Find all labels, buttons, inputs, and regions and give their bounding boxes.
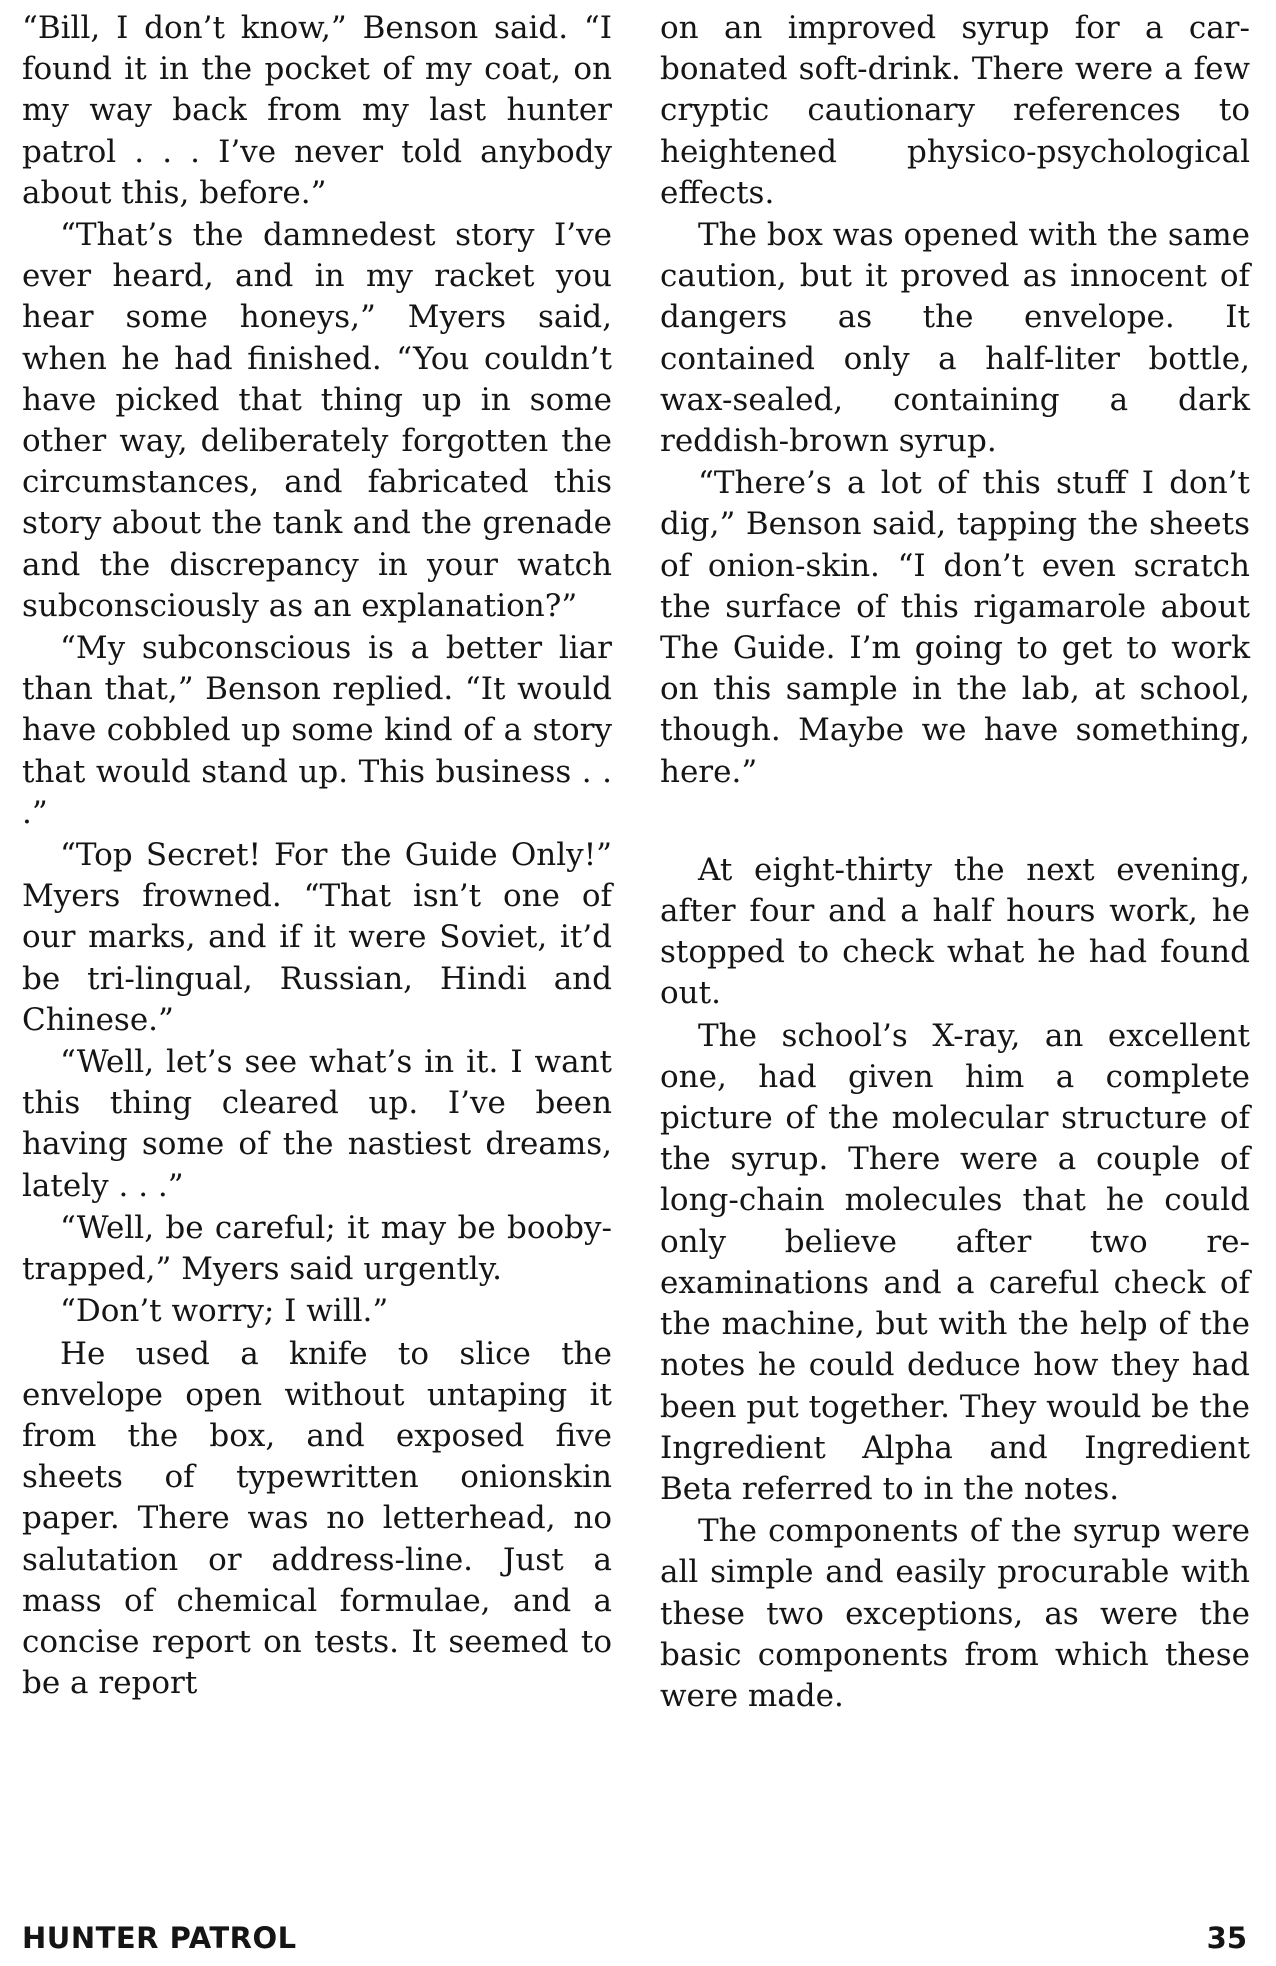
paragraph: “Don’t worry; I will.”	[60, 1293, 389, 1330]
running-head: HUNTER PATROL	[22, 1921, 297, 1955]
page-footer	[22, 1918, 1247, 1958]
paragraph: on an improved syrup for a carbonated soft-drink. There were a few cryptic cautionary references to heightened physico-psychological effects.	[660, 10, 1250, 211]
paragraph: At eight-thirty the next evening, after four and a half hours work, he stopped to check what he had found out.	[660, 851, 1250, 1012]
section-break	[660, 794, 1250, 850]
page-number: 35	[1206, 1921, 1247, 1955]
paragraph: He used a knife to slice the envelope open without untaping it from the box, and exposed five sheets of typewritten onionskin paper. There was no letterhead, no salutation or address-line. Just a mass of chemical formulae, and a concise report on tests. It seemed to be a report	[22, 1335, 612, 1702]
paragraph: “There’s a lot of this stuff I don’t dig,” Benson said, tapping the sheets of onion-skin. “I don’t even scratch the surface of this rigamarole about The Guide. I’m going to get to work on this sample in the lab, at school, though. Maybe we have something, here.”	[660, 465, 1250, 790]
paragraph: “Well, be careful; it may be booby-trapped,” Myers said urgently.	[22, 1209, 612, 1288]
paragraph: “Well, let’s see what’s in it. I want this thing cleared up. I’ve been having some of the nastiest dreams, lately . . .”	[22, 1044, 612, 1204]
paragraph: “Top Secret! For the Guide Only!” Myers frowned. “That isn’t one of our marks, and if it were Soviet, it’d be tri-lingual, Russian, Hindi and Chinese.”	[22, 837, 612, 1038]
right-text-column	[660, 8, 1250, 1718]
paragraph: “My subconscious is a better liar than that,” Benson replied. “It would have cobbled up some kind of a story that would stand up. This business . . .”	[22, 630, 612, 831]
paragraph: “Bill, I don’t know,” Benson said. “I found it in the pocket of my coat, on my way back from my last hunter patrol . . . I’ve never told anybody about this, before.”	[22, 10, 612, 211]
paragraph: The components of the syrup were all simple and easily procurable with these two exceptions, as were the basic components from which these were made.	[660, 1513, 1250, 1714]
left-text-column	[22, 8, 612, 1705]
paragraph: “That’s the damnedest story I’ve ever heard, and in my racket you hear some honeys,” Myers said, when he had finished. “You couldn’t have picked that thing up in some other way, deliberately forgotten the circumstances, and fabricated this story about the tank and the grenade and the discrepancy in your watch subconsciously as an explanation?”	[22, 217, 612, 624]
paragraph: The box was opened with the same caution, but it proved as innocent of dangers as the envelope. It contained only a half-liter bottle, wax-sealed, containing a dark reddish-brown syrup.	[660, 217, 1250, 460]
paragraph: The school’s X-ray, an excellent one, had given him a complete picture of the molecular structure of the syrup. There were a couple of long-chain molecules that he could only believe after two re-examinations and a careful check of the machine, but with the help of the notes he could deduce how they had been put together. They would be the Ingredient Alpha and Ingredient Beta referred to in the notes.	[660, 1017, 1250, 1507]
